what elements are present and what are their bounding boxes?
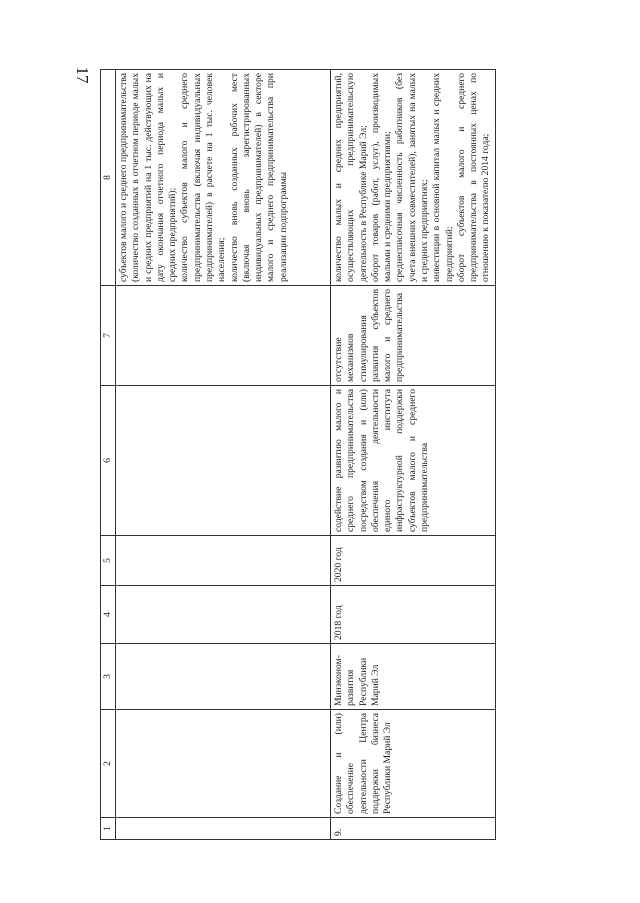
rotated-table-container xyxy=(100,70,560,840)
executor: Минэконом-развития Республики Марий Эл xyxy=(331,644,495,710)
column-number: 5 xyxy=(101,536,116,586)
indicators-cell xyxy=(116,70,331,286)
column-number: 8 xyxy=(101,70,116,286)
column-number-row xyxy=(101,70,116,840)
page-number: 17 xyxy=(73,66,92,84)
indicator-text: количество вновь созданных рабочих мест (включая вновь зарегистрированных индивидуальных предпринимателей) в секторе малого и среднего предпринимательства при реализации подпрограммы xyxy=(228,73,289,282)
indicator-text: оборот субъектов малого и среднего предпринимательства в постоянных ценах по отношению к показателю 2014 года; xyxy=(455,73,492,282)
indicator-text: количество субъектов малого и среднего предпринимательства (включая индивидуальных предпринимателей) в расчете на 1 тыс. человек населения; xyxy=(179,73,228,282)
row-number xyxy=(116,818,331,840)
indicator-text: оборот товаров (работ, услуг), производимых малыми и средними предприятиями; xyxy=(369,73,394,282)
expected-result xyxy=(116,386,331,536)
indicator-text: количество малых и средних предприятий, осуществляющих предпринимательскую деятельность в Республике Марий Эл; xyxy=(333,73,369,282)
measures-table xyxy=(100,69,496,840)
start-year xyxy=(116,586,331,644)
row-number: 9. xyxy=(331,818,495,840)
column-number: 1 xyxy=(101,818,116,840)
measure-name: Создание и (или) обеспечение деятельности Центра поддержки бизнеса Республики Марий Эл xyxy=(331,710,495,818)
start-year: 2018 год xyxy=(331,586,495,644)
indicator-text: среднесписочная численность работников (без учета внешних совместителей), занятых на малых и средних предприятиях; xyxy=(394,73,431,282)
end-year xyxy=(116,536,331,586)
end-year: 2020 год xyxy=(331,536,495,586)
expected-result: содействие развитию малого и среднего предпринимательства посредством создания и (или) обеспечения деятельности единого института инфраструктурной поддержки субъектов малого и среднего предпринимательства xyxy=(331,386,495,536)
indicators-cell xyxy=(331,70,495,286)
non-implementation-consequence xyxy=(116,286,331,386)
column-number: 6 xyxy=(101,386,116,536)
table-row xyxy=(331,70,495,840)
column-number: 4 xyxy=(101,586,116,644)
column-number: 3 xyxy=(101,644,116,710)
non-implementation-consequence: отсутствие механизмов стимулирования развития субъектов малого и среднего предпринимательства xyxy=(331,286,495,386)
measure-name xyxy=(116,710,331,818)
indicator-text: субъектов малого и среднего предпринимательства (количество созданных в отчетном периоде малых и средних предприятий на 1 тыс. действующих на дату окончания отчетного периода малых и средних предприятий); xyxy=(118,73,179,282)
executor xyxy=(116,644,331,710)
column-number: 7 xyxy=(101,286,116,386)
table-row xyxy=(116,70,331,840)
indicator-text: инвестиции в основной капитал малых и средних предприятий; xyxy=(431,73,455,282)
column-number: 2 xyxy=(101,710,116,818)
